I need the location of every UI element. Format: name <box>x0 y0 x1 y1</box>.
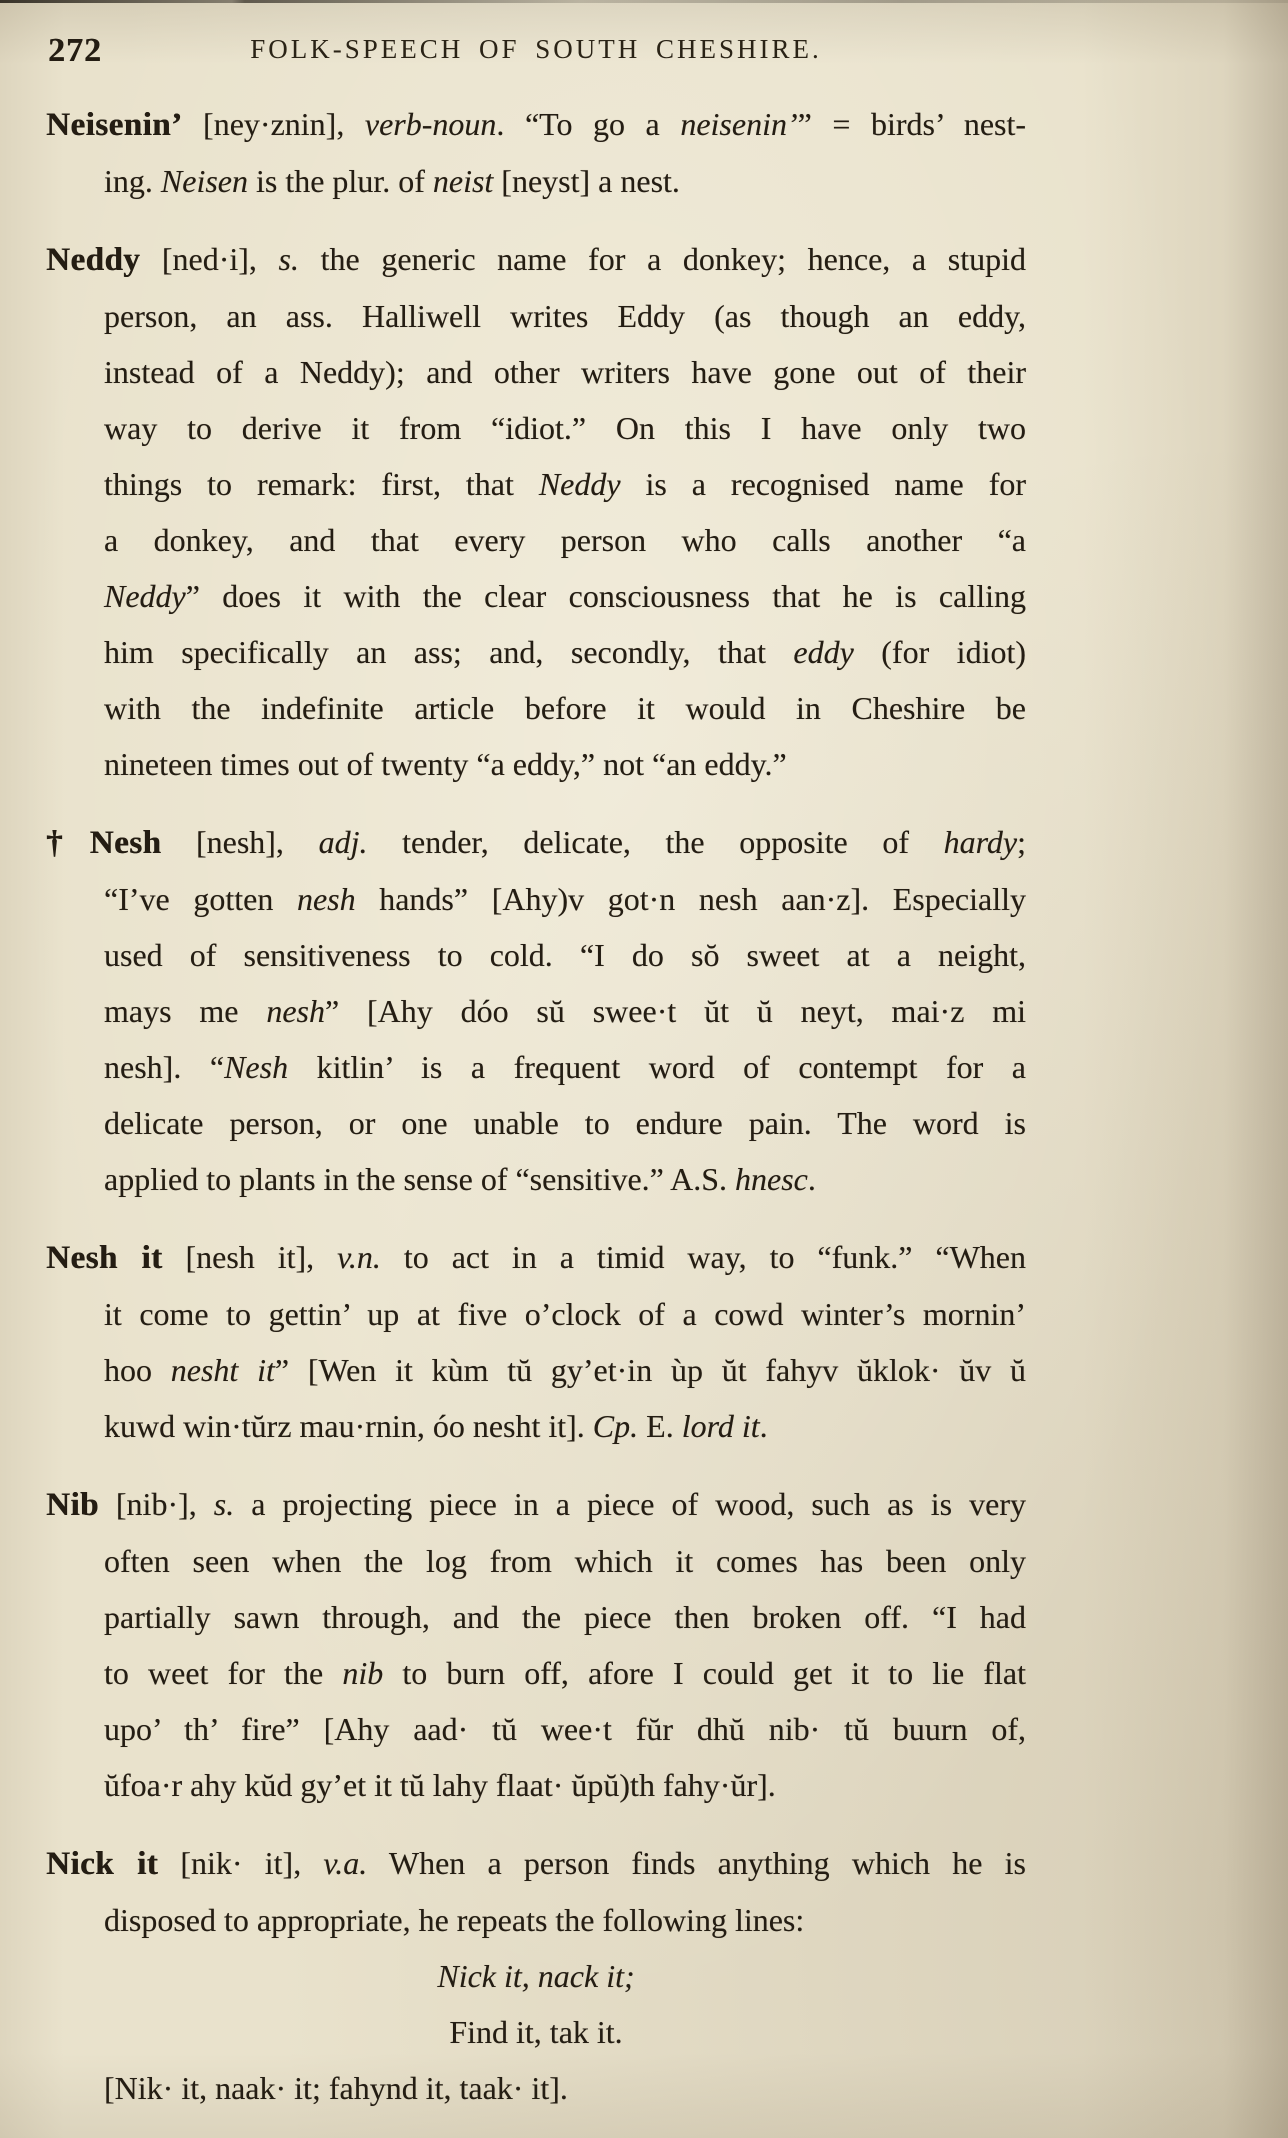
text-run: with the indefinite article before it would in Cheshire be <box>104 690 1026 726</box>
italic-run: eddy <box>793 634 854 670</box>
entry-line <box>46 96 1026 153</box>
italic-run: adj. <box>318 824 368 860</box>
entry-line <box>46 1645 1026 1701</box>
text-run: often seen when the log from which it comes has been only <box>104 1543 1026 1579</box>
entry-line <box>46 624 1026 680</box>
text-run: [ned·i], <box>140 241 279 277</box>
text-run: ” does it with the clear consciousness that he is calling <box>185 578 1026 614</box>
text-run: hoo <box>104 1352 171 1388</box>
text-run: ing. <box>104 163 161 199</box>
text-run: [nesh], <box>161 824 319 860</box>
text-run: disposed to appropriate, he repeats the following lines: <box>104 1902 805 1938</box>
text-run: a projecting piece in a piece of wood, such as is very <box>234 1486 1027 1522</box>
entry-line <box>46 400 1026 456</box>
text-run: to weet for the <box>104 1655 343 1691</box>
text-run: ŭfoa·r ahy kŭd gy’et it tŭ lahy flaat· ŭpŭ)th fahy·ŭr]. <box>104 1767 776 1803</box>
italic-run: Neddy <box>104 578 186 614</box>
entry-neddy <box>46 231 1026 792</box>
entry-line <box>46 1835 1026 1892</box>
italic-run: Neddy <box>538 466 621 502</box>
scan-edge <box>0 0 1288 3</box>
entries-section <box>46 96 1026 2138</box>
text-run: ” [Wen it kùm tŭ gy’et·in ùp ŭt fahyv ŭklok· ŭv ŭ <box>274 1352 1027 1388</box>
entry-line <box>46 680 1026 736</box>
entry-line <box>46 736 1026 792</box>
italic-run: s. <box>213 1486 235 1522</box>
entry-line <box>46 983 1026 1039</box>
italic-run: s. <box>278 241 299 277</box>
text-run: nineteen times out of twenty “a eddy,” not “an eddy.” <box>104 746 787 782</box>
text-run: [nik· it], <box>158 1845 324 1881</box>
entry-line <box>46 1342 1026 1398</box>
italic-run: nesh <box>296 881 356 917</box>
entry-line <box>46 1757 1026 1813</box>
text-run: to burn off, afore I could get it to lie flat <box>383 1655 1027 1691</box>
entry-line <box>46 231 1026 288</box>
italic-run: neisenin’ <box>680 106 798 142</box>
verse-line <box>46 2004 1026 2060</box>
text-run: kuwd win·tŭrz mau·rnin, óo nesht it]. <box>104 1408 593 1444</box>
entry-line <box>46 153 1026 209</box>
text-run: . “To go a <box>496 106 681 142</box>
italic-run: Neisen <box>160 163 248 199</box>
text-run: ” [Ahy dóo sŭ swee·t ŭt ŭ neyt, mai·z mi <box>324 993 1027 1029</box>
italic-run: v.n. <box>337 1239 381 1275</box>
text-run: [Nik· it, naak· it; fahynd it, taak· it]. <box>104 2070 568 2106</box>
text-run: ; <box>1017 824 1027 860</box>
text-run: to act in a timid way, to “funk.” “When <box>380 1239 1026 1275</box>
entry-line <box>46 2060 1026 2116</box>
text-run: tender, delicate, the opposite of <box>367 824 944 860</box>
text-run: applied to plants in the sense of “sensitive.” A.S. <box>104 1161 735 1197</box>
text-run: him specifically an ass; and, secondly, that <box>104 634 794 670</box>
text-run: “I’ve gotten <box>104 881 297 917</box>
text-run: used of sensitiveness to cold. “I do sŏ sweet at a neight, <box>104 937 1026 973</box>
entry-nick-it <box>46 1835 1026 2116</box>
text-run: . <box>759 1408 768 1444</box>
text-run: it come to gettin’ up at five o’clock of a cowd winter’s mornin’ <box>104 1296 1026 1332</box>
entry-nesh-it <box>46 1229 1026 1454</box>
entry-line <box>46 1398 1026 1454</box>
italic-run: nesht it <box>170 1352 275 1388</box>
italic-run: nesh <box>266 993 325 1029</box>
text-run: instead of a Neddy); and other writers have gone out of their <box>104 354 1026 390</box>
verse-line <box>46 1948 1026 2004</box>
text-run: is the plur. of <box>247 163 433 199</box>
italic-run: verb-noun <box>364 106 497 142</box>
entry-line <box>46 927 1026 983</box>
headword: Neddy <box>46 242 141 278</box>
text-run: partially sawn through, and the piece then broken off. “I had <box>104 1599 1026 1635</box>
entry-line <box>46 456 1026 512</box>
headword: Neisenin’ <box>46 107 183 143</box>
text-run: is a recognised name for <box>620 466 1027 502</box>
entry-nesh <box>46 814 1026 1207</box>
text-run: nesh]. “ <box>104 1049 225 1085</box>
text-run: E. <box>638 1408 682 1444</box>
headword: †Nesh <box>46 825 162 861</box>
entry-line <box>46 1039 1026 1095</box>
text-run: . <box>807 1161 816 1197</box>
entry-line <box>46 568 1026 624</box>
text-run: [ney·znin], <box>182 106 365 142</box>
text-run: mays me <box>104 993 267 1029</box>
text-run: the generic name for a donkey; hence, a stupid <box>299 241 1027 277</box>
entry-neisenin <box>46 96 1026 209</box>
italic-run: Cp. <box>592 1408 639 1444</box>
text-run: person, an ass. Halliwell writes Eddy (as though an eddy, <box>104 298 1026 334</box>
entry-line <box>46 1229 1026 1286</box>
page-header <box>46 30 1026 74</box>
headword: Nesh it <box>46 1240 163 1276</box>
italic-run: hnesc <box>735 1161 808 1197</box>
entry-line <box>46 1533 1026 1589</box>
text-run: hands” [Ahy)v got·n nesh aan·z]. Especially <box>355 881 1027 917</box>
text-run: a donkey, and that every person who calls another “a <box>104 522 1026 558</box>
text-run: [neyst] a nest. <box>493 163 680 199</box>
entry-line <box>46 1701 1026 1757</box>
text-run: upo’ th’ fire” [Ahy aad· tŭ wee·t fŭr dhŭ nib· tŭ buurn of, <box>104 1711 1026 1747</box>
headword: Nick it <box>46 1846 159 1882</box>
italic-run: Nick it, nack it; <box>437 1958 635 1994</box>
entry-line <box>46 1286 1026 1342</box>
text-run: things to remark: first, that <box>104 466 539 502</box>
headword: Nib <box>46 1487 99 1523</box>
entry-nib <box>46 1476 1026 1813</box>
text-run: ” = birds’ nest- <box>797 106 1027 142</box>
text-run: [nesh it], <box>162 1239 338 1275</box>
running-header: FOLK-SPEECH OF SOUTH CHESHIRE. <box>250 34 822 64</box>
italic-run: hardy <box>943 824 1018 860</box>
text-run: way to derive it from “idiot.” On this I have only two <box>104 410 1026 446</box>
text-run: [nib·], <box>98 1486 214 1522</box>
entry-line <box>46 1892 1026 1948</box>
entry-line <box>46 288 1026 344</box>
text-run: delicate person, or one unable to endure pain. The word is <box>104 1105 1026 1141</box>
page-number: 272 <box>48 32 102 69</box>
entry-line <box>46 512 1026 568</box>
text-run: (for idiot) <box>853 634 1027 670</box>
italic-run: v.a. <box>323 1845 368 1881</box>
text-run: Find it, tak it. <box>449 2014 623 2050</box>
entry-line <box>46 1476 1026 1533</box>
entry-line <box>46 1095 1026 1151</box>
entry-line <box>46 871 1026 927</box>
entry-line <box>46 344 1026 400</box>
italic-run: Nesh <box>224 1049 289 1085</box>
entry-line <box>46 1589 1026 1645</box>
italic-run: lord it <box>681 1408 760 1444</box>
text-run: When a person finds anything which he is <box>367 1845 1026 1881</box>
entry-line <box>46 1151 1026 1207</box>
italic-run: nib <box>342 1655 384 1691</box>
entry-line <box>46 814 1026 871</box>
text-run: kitlin’ is a frequent word of contempt for a <box>288 1049 1026 1085</box>
italic-run: neist <box>432 163 494 199</box>
